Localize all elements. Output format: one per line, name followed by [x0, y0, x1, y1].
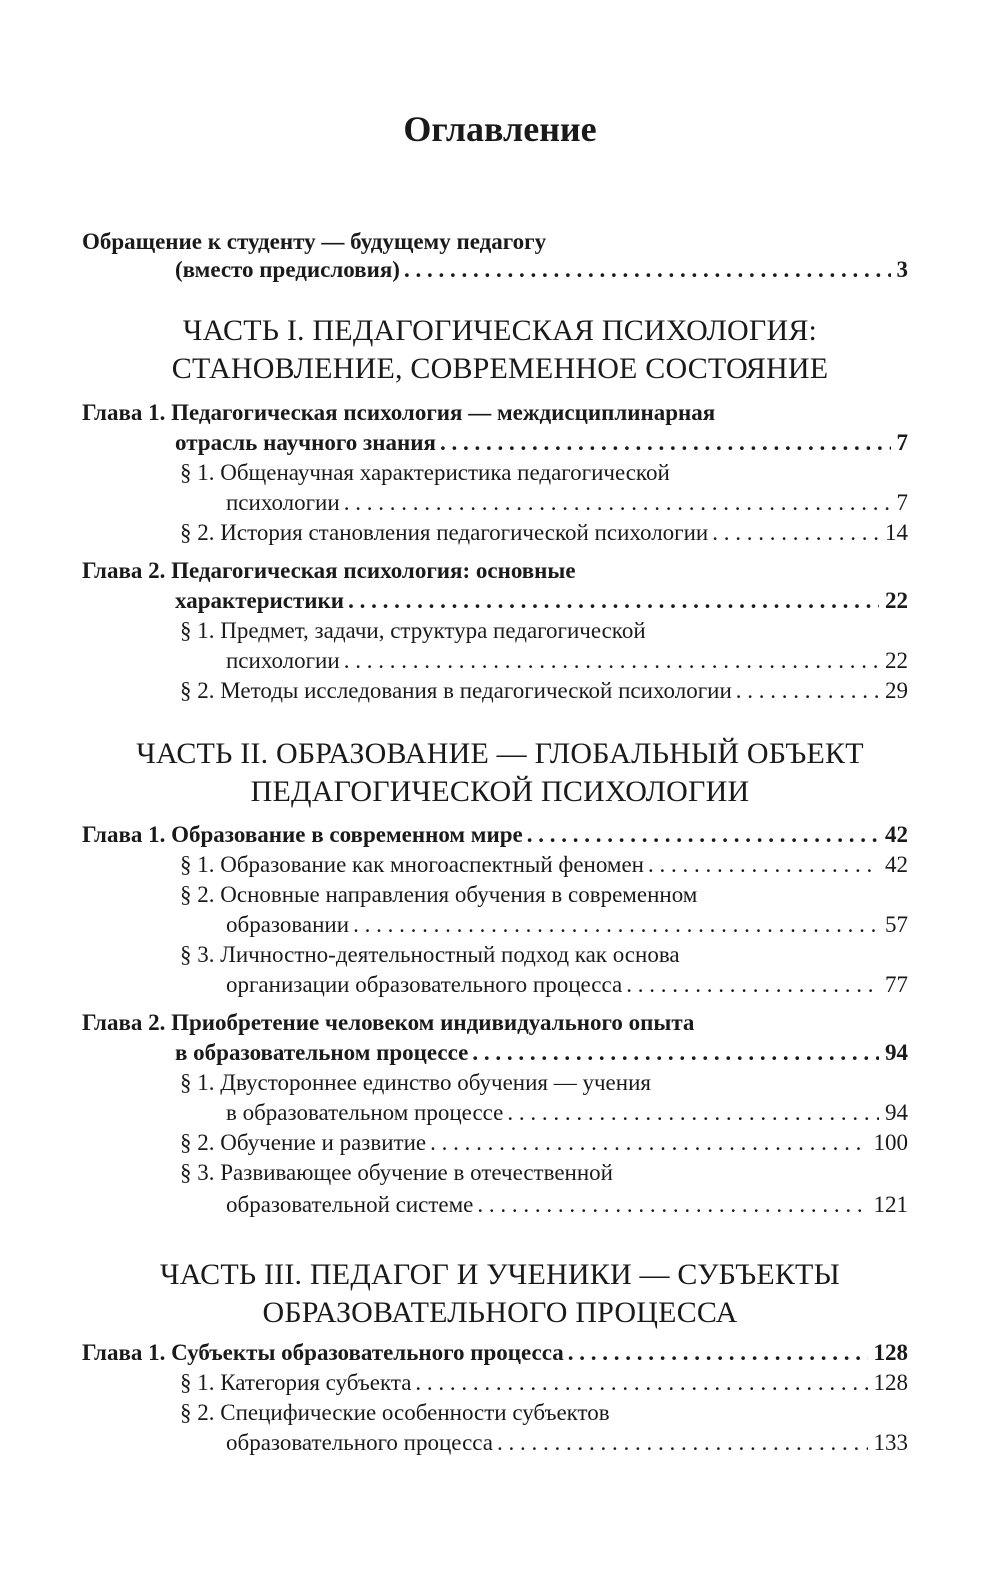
part-title-line2: ПЕДАГОГИЧЕСКОЙ ПСИХОЛОГИИ	[250, 775, 750, 808]
page-number: 7	[896, 430, 908, 455]
leader-dots	[626, 970, 879, 1000]
entry-label: образовательной системе	[226, 1192, 474, 1217]
chapter-title-line1: Глава 2. Педагогическая психология: основные	[82, 558, 576, 583]
entry-label: отрасль научного знания	[175, 430, 436, 455]
page-number: 22	[885, 648, 908, 673]
intro-title-line1: Обращение к студенту — будущему педагогу	[82, 229, 547, 254]
entry-label: образовательного процесса	[226, 1430, 493, 1455]
leader-dots	[477, 1190, 867, 1220]
section-title-line1: § 3. Личностно-деятельностный подход как основа	[180, 942, 680, 967]
page-number: 94	[885, 1100, 908, 1125]
page-number: 42	[885, 822, 908, 847]
leader-dots	[648, 850, 879, 880]
chapter-entry[interactable]	[82, 1338, 908, 1368]
entry-label: § 2. Обучение и развитие	[180, 1130, 427, 1155]
section-title-line1: § 1. Двустороннее единство обучения — учения	[180, 1070, 651, 1095]
leader-dots	[344, 646, 879, 676]
entry-label: организации образовательного процесса	[226, 972, 623, 997]
page-number: 133	[873, 1430, 908, 1455]
entry-label: характеристики	[175, 588, 345, 613]
section-entry[interactable]	[180, 518, 908, 548]
entry-label: психологии	[226, 490, 340, 515]
part-title-line1: ЧАСТЬ I. ПЕДАГОГИЧЕСКАЯ ПСИХОЛОГИЯ:	[182, 314, 818, 347]
entry-label: психологии	[226, 648, 340, 673]
page-number: 57	[885, 912, 908, 937]
leader-dots	[497, 1428, 868, 1458]
leader-dots	[430, 1128, 867, 1158]
part-title-line2: ОБРАЗОВАТЕЛЬНОГО ПРОЦЕССА	[262, 1296, 738, 1329]
section-entry[interactable]	[226, 1098, 908, 1128]
chapter-title-line1: Глава 1. Педагогическая психология — междисциплинарная	[82, 400, 716, 425]
section-entry[interactable]	[180, 1128, 908, 1158]
leader-dots	[472, 1038, 879, 1068]
entry-label: § 1. Категория субъекта	[180, 1370, 412, 1395]
page-number: 14	[885, 520, 908, 545]
part-heading	[80, 735, 920, 811]
intro-entry[interactable]	[175, 255, 908, 285]
entry-label: § 1. Образование как многоаспектный феномен	[180, 852, 644, 877]
part-title-line1: ЧАСТЬ III. ПЕДАГОГ И УЧЕНИКИ — СУБЪЕКТЫ	[160, 1258, 840, 1291]
section-title-line1: § 1. Предмет, задачи, структура педагогической	[180, 618, 646, 643]
part-heading	[80, 312, 920, 388]
section-entry[interactable]	[226, 1428, 908, 1458]
section-entry[interactable]	[226, 910, 908, 940]
leader-dots	[507, 1098, 879, 1128]
section-title-line1: § 2. Основные направления обучения в современном	[180, 882, 698, 907]
section-entry[interactable]	[180, 850, 908, 880]
page-number: 100	[873, 1130, 908, 1155]
page-title: Оглавление	[403, 109, 597, 149]
leader-dots	[404, 255, 891, 285]
page-number: 7	[896, 490, 908, 515]
section-entry[interactable]	[180, 676, 908, 706]
entry-label: Глава 1. Субъекты образовательного процесса	[82, 1340, 564, 1365]
leader-dots	[736, 676, 879, 706]
leader-dots	[527, 820, 879, 850]
chapter-title-line1: Глава 2. Приобретение человеком индивидуального опыта	[82, 1010, 695, 1035]
entry-label: в образовательном процессе	[175, 1040, 469, 1065]
section-entry[interactable]	[226, 488, 908, 518]
leader-dots	[353, 910, 879, 940]
leader-dots	[415, 1368, 867, 1398]
chapter-entry[interactable]	[175, 1038, 908, 1068]
chapter-entry[interactable]	[175, 428, 908, 458]
section-entry[interactable]	[226, 1190, 908, 1220]
section-entry[interactable]	[180, 1368, 908, 1398]
part-title-line1: ЧАСТЬ II. ОБРАЗОВАНИЕ — ГЛОБАЛЬНЫЙ ОБЪЕКТ	[136, 737, 864, 770]
entry-label: образовании	[226, 912, 350, 937]
page-number: 22	[885, 588, 908, 613]
leader-dots	[568, 1338, 868, 1368]
leader-dots	[344, 488, 891, 518]
section-title-line1: § 1. Общенаучная характеристика педагогической	[180, 460, 670, 485]
section-entry[interactable]	[226, 970, 908, 1000]
section-title-line1: § 2. Специфические особенности субъектов	[180, 1400, 610, 1425]
page-number: 128	[873, 1370, 908, 1395]
entry-label: § 2. Методы исследования в педагогической психологии	[180, 678, 732, 703]
part-heading	[80, 1256, 920, 1332]
page-number: 3	[896, 257, 908, 282]
chapter-entry[interactable]	[82, 820, 908, 850]
leader-dots	[712, 518, 879, 548]
page-number: 94	[885, 1040, 908, 1065]
section-entry[interactable]	[226, 646, 908, 676]
entry-label: § 2. История становления педагогической психологии	[180, 520, 709, 545]
part-title-line2: СТАНОВЛЕНИЕ, СОВРЕМЕННОЕ СОСТОЯНИЕ	[171, 352, 829, 385]
page-number: 42	[885, 852, 908, 877]
page-number: 128	[873, 1340, 908, 1365]
page-number: 121	[873, 1192, 908, 1217]
section-title-line1: § 3. Развивающее обучение в отечественной	[180, 1160, 613, 1185]
leader-dots	[348, 586, 879, 616]
entry-label: (вместо предисловия)	[175, 257, 400, 282]
entry-label: Глава 1. Образование в современном мире	[82, 822, 523, 847]
chapter-entry[interactable]	[175, 586, 908, 616]
page-number: 77	[885, 972, 908, 997]
page-number: 29	[885, 678, 908, 703]
leader-dots	[440, 428, 891, 458]
entry-label: в образовательном процессе	[226, 1100, 504, 1125]
